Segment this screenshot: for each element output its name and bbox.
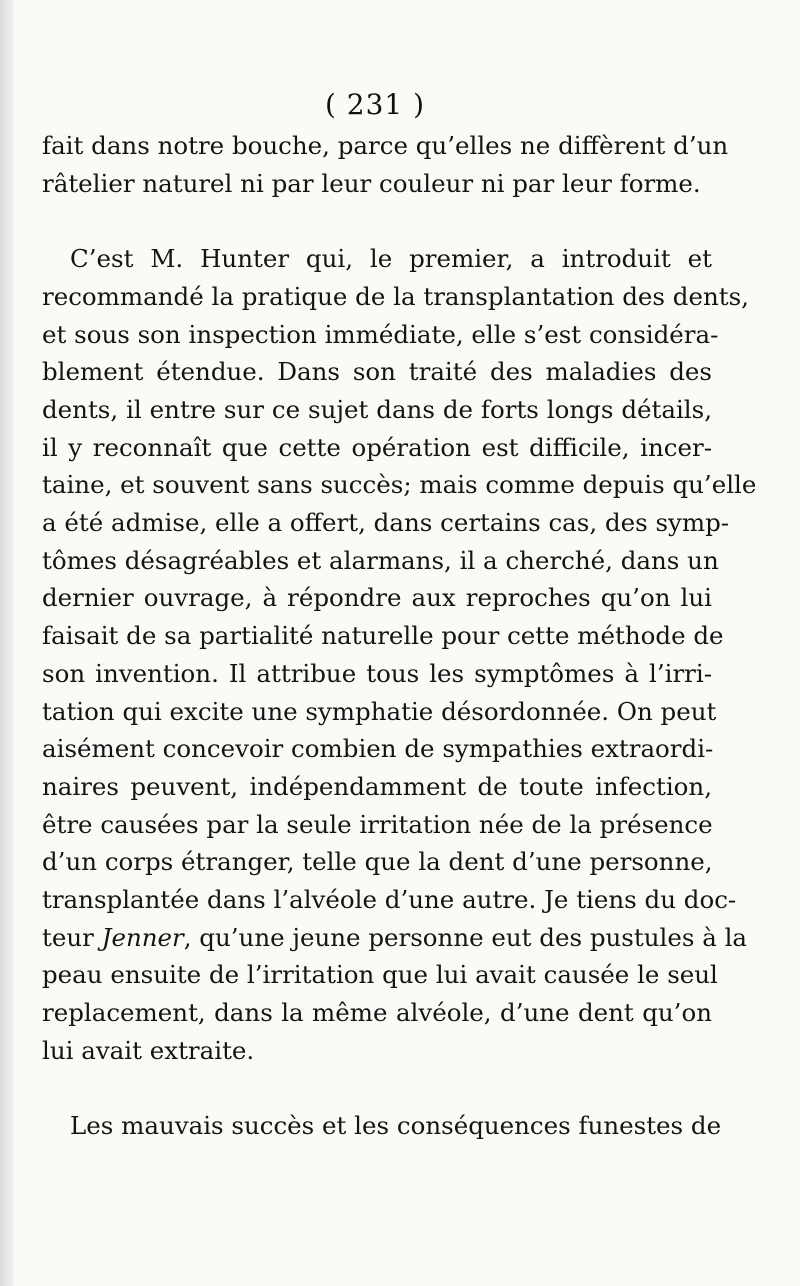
text-line: tômes désagréables et alarmans, il a cherché, dans un <box>42 545 719 575</box>
paragraph-gap <box>42 1070 712 1108</box>
text-line: tation qui excite une symphatie désordonnée. On peut <box>42 696 717 726</box>
text-line: son invention. Il attribue tous les symptômes à l’irri- <box>42 658 712 688</box>
text-line: transplantée dans l’alvéole d’une autre. Je tiens du doc- <box>42 885 737 915</box>
paragraph-gap <box>42 202 712 240</box>
text-line: a été admise, elle a offert, dans certains cas, des symp- <box>42 508 730 538</box>
text-line: d’un corps étranger, telle que la dent d’une personne, <box>42 847 713 877</box>
text-line: peau ensuite de l’irritation que lui avait causée le seul <box>42 960 718 990</box>
text-line: Les mauvais succès et les conséquences funestes de <box>70 1111 722 1141</box>
text-line: et sous son inspection immédiate, elle s’est considéra- <box>42 319 719 349</box>
body-text <box>42 127 757 1145</box>
text-line: recommandé la pratique de la transplantation des dents, <box>42 281 749 311</box>
text-line: replacement, dans la même alvéole, d’une dent qu’on <box>42 998 712 1028</box>
text-line: C’est M. Hunter qui, le premier, a introduit et <box>70 244 712 274</box>
text-line: blement étendue. Dans son traité des maladies des <box>42 357 712 387</box>
text-line: râtelier naturel ni par leur couleur ni par leur forme. <box>42 168 701 198</box>
text-line: teur Jenner, qu’une jeune personne eut des pustules à la <box>42 922 748 952</box>
text-line: dernier ouvrage, à répondre aux reproches qu’on lui <box>42 583 712 613</box>
text-line: lui avait extraite. <box>42 1035 255 1065</box>
text-line: taine, et souvent sans succès; mais comme depuis qu’elle <box>42 470 757 500</box>
text-line: aisément concevoir combien de sympathies extraordi- <box>42 734 714 764</box>
text-line: naires peuvent, indépendamment de toute infection, <box>42 771 712 801</box>
text-line: faisait de sa partialité naturelle pour cette méthode de <box>42 621 724 651</box>
page-binding-edge <box>0 0 14 1286</box>
text-line: il y reconnaît que cette opération est difficile, incer- <box>42 432 712 462</box>
text-line: fait dans notre bouche, parce qu’elles ne diffèrent d’un <box>42 131 729 160</box>
page-number: ( 231 ) <box>324 88 426 121</box>
italic-name: Jenner <box>101 922 184 952</box>
text-line: être causées par la seule irritation née de la présence <box>42 809 713 839</box>
text-line: dents, il entre sur ce sujet dans de forts longs détails, <box>42 394 712 424</box>
